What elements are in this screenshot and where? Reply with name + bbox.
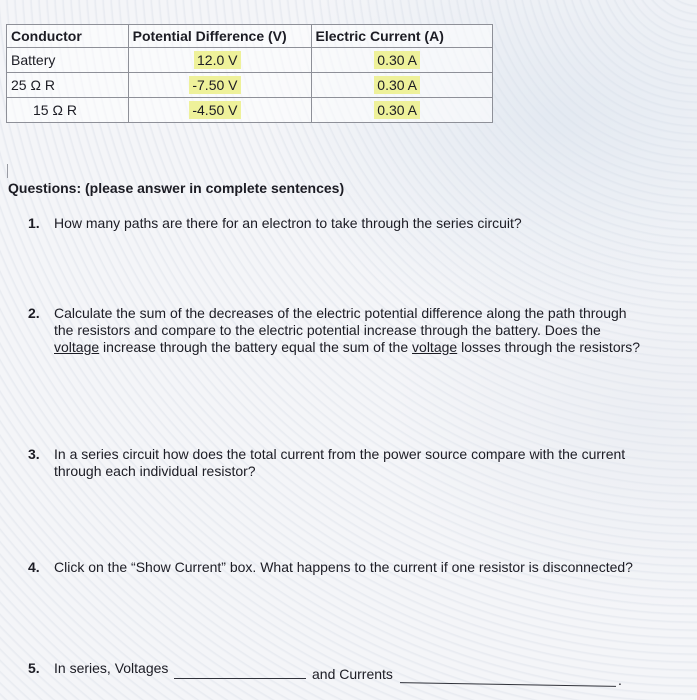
cell-potential-difference	[128, 73, 311, 98]
cell-potential-difference	[128, 48, 311, 73]
text-segment: increase through the battery equal the sum of the	[99, 339, 413, 355]
question-text: Click on the “Show Current” box. What happens to the current if one resistor is disconnected?	[54, 559, 633, 575]
header-conductor: Conductor	[7, 25, 129, 48]
highlighted-value: -4.50 V	[189, 101, 240, 119]
cell-current	[311, 98, 493, 123]
question-text-line: through each individual resistor?	[54, 463, 256, 479]
highlighted-value: -7.50 V	[189, 76, 240, 94]
cell-current	[311, 48, 493, 73]
text-segment: losses through the resistors?	[457, 339, 641, 355]
question-number: 1.	[28, 215, 40, 231]
underlined-word: voltage	[412, 339, 458, 355]
question-text-line: the resistors and compare to the electric potential increase through the battery. Does the	[54, 322, 601, 338]
question-4	[28, 559, 688, 576]
question-3	[28, 446, 688, 480]
header-electric-current: Electric Current (A)	[311, 25, 493, 48]
cell-conductor: Battery	[7, 48, 129, 73]
question-text-line: In a series circuit how does the total current from the power source compare with the current	[54, 446, 626, 462]
question-number: 4.	[28, 559, 40, 575]
table-row	[7, 48, 493, 73]
question-text-line	[54, 339, 688, 356]
question-text: and Currents	[312, 666, 393, 682]
question-1	[28, 215, 688, 232]
highlighted-value: 0.30 A	[374, 51, 420, 69]
answer-blank-voltages	[174, 678, 306, 679]
cursor-mark	[7, 164, 8, 178]
question-5	[28, 660, 688, 690]
question-text-line: Calculate the sum of the decreases of the electric potential difference along the path through	[54, 305, 627, 321]
answer-blank-currents	[400, 682, 616, 687]
cell-conductor: 25 Ω R	[7, 73, 129, 98]
highlighted-value: 0.30 A	[374, 76, 420, 94]
header-potential-difference: Potential Difference (V)	[128, 25, 311, 48]
period-mark: .	[618, 672, 622, 688]
question-2	[28, 305, 688, 356]
question-text: How many paths are there for an electron to take through the series circuit?	[54, 215, 522, 231]
questions-heading: Questions: (please answer in complete sentences)	[8, 180, 345, 196]
highlighted-value: 0.30 A	[374, 101, 420, 119]
question-number: 5.	[28, 660, 40, 676]
table-header-row	[7, 25, 493, 48]
cell-potential-difference	[128, 98, 311, 123]
underlined-word: voltage	[54, 339, 100, 355]
highlighted-value: 12.0 V	[194, 51, 240, 69]
cell-current	[311, 73, 493, 98]
measurements-table	[6, 24, 493, 123]
cell-conductor: 15 Ω R	[7, 98, 129, 123]
table-row	[7, 73, 493, 98]
table-row	[7, 98, 493, 123]
question-number: 3.	[28, 446, 40, 462]
question-text: In series, Voltages	[54, 660, 169, 676]
question-number: 2.	[28, 305, 40, 321]
